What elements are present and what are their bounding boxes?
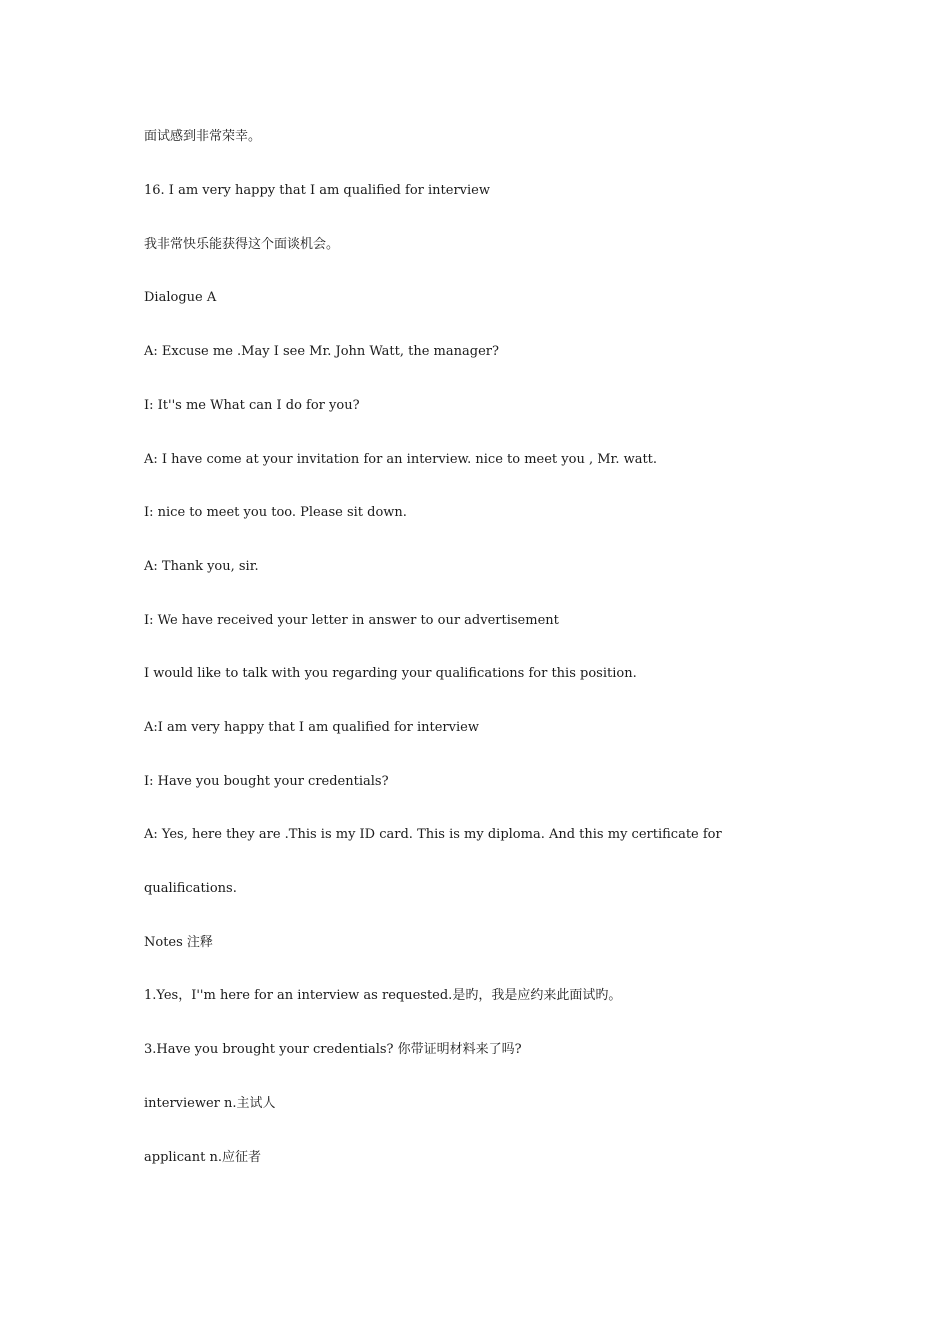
dialogue-line: I would like to talk with you regarding your qualifications for this position. <box>144 666 637 681</box>
text-line: 面试感到非常荣幸。 <box>144 129 262 144</box>
note-line: 3.Have you brought your credentials? 你带证明材料来了吗? <box>144 1042 522 1057</box>
text-line: 我非常快乐能获得这个面谈机会。 <box>144 237 340 252</box>
dialogue-line: A: I have come at your invitation for an interview. nice to meet you , Mr. watt. <box>144 452 658 467</box>
dialogue-line: I: It''s me What can I do for you? <box>144 398 360 413</box>
dialogue-line: A:I am very happy that I am qualified for interview <box>144 720 479 735</box>
text-line: 16. I am very happy that I am qualified for interview <box>144 183 490 198</box>
dialogue-line: A: Excuse me .May I see Mr. John Watt, the manager? <box>144 344 499 359</box>
dialogue-line: I: We have received your letter in answer to our advertisement <box>144 613 559 628</box>
vocab-line: applicant n.应征者 <box>144 1150 261 1165</box>
dialogue-line: I: Have you bought your credentials? <box>144 774 389 789</box>
dialogue-line: qualifications. <box>144 881 237 896</box>
dialogue-line: A: Yes, here they are .This is my ID card. This is my diploma. And this my certificate for <box>144 827 722 842</box>
section-heading: Dialogue A <box>144 290 217 305</box>
dialogue-line: A: Thank you, sir. <box>144 559 259 574</box>
section-heading: Notes 注释 <box>144 935 213 950</box>
vocab-line: interviewer n.主试人 <box>144 1096 276 1111</box>
note-line: 1.Yes，I''m here for an interview as requested.是旳，我是应约来此面试旳。 <box>144 988 622 1003</box>
dialogue-line: I: nice to meet you too. Please sit down. <box>144 505 407 520</box>
